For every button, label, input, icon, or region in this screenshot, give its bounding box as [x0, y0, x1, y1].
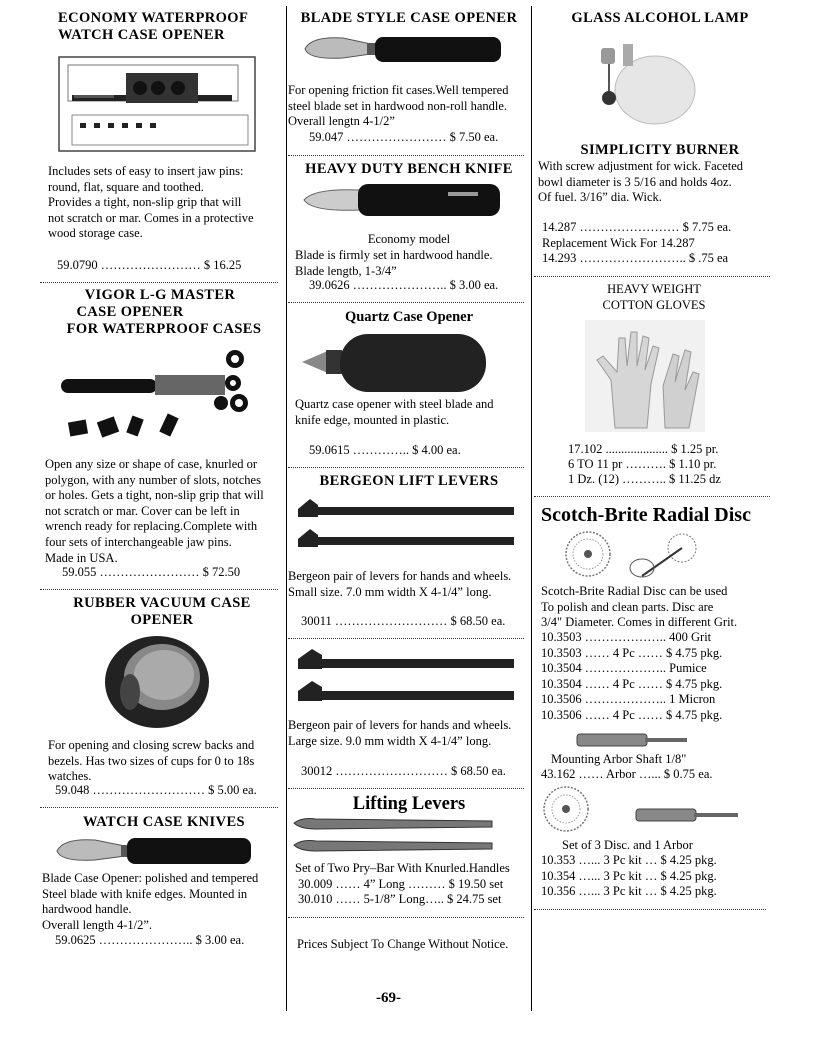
price-notice: Prices Subject To Change Without Notice.: [297, 937, 509, 951]
scotch-item: 10.3506 …… 4 Pc …… $ 4.75 pkg.: [541, 707, 723, 722]
economy-desc-line: Provides a tight, non-slip grip that will: [48, 195, 242, 210]
rubber-price: 59.048 ……………………… $ 5.00 ea.: [55, 783, 257, 797]
economy-desc-line: wood storage case.: [48, 226, 143, 241]
quartz-desc-line: Quartz case opener with steel blade and: [295, 397, 494, 411]
blade-desc-line: For opening friction fit cases.Well tempered: [288, 83, 509, 97]
kit-price: 10.353 …... 3 Pc kit … $ 4.25 pkg.: [541, 853, 717, 867]
vigor-desc-line: Made in USA.: [45, 550, 118, 565]
radial-disc-image: [562, 528, 712, 584]
set-label: Set of 3 Disc. and 1 Arbor: [562, 838, 693, 852]
bergeon-small-desc-line: Bergeon pair of levers for hands and wheels.: [288, 569, 512, 583]
vigor-price: 59.055 …………………… $ 72.50: [62, 565, 241, 579]
burner-desc-line: With screw adjustment for wick. Faceted: [538, 159, 743, 173]
burner-desc-line: bowl diameter is 3 5/16 and holds 4oz.: [538, 174, 732, 189]
arbor-label: Mounting Arbor Shaft 1/8": [551, 752, 687, 766]
bench-desc-line: Blade is firmly set in hardwood handle.: [295, 248, 493, 262]
gloves-price-single: 17.102 .................... $ 1.25 pr.: [568, 442, 719, 456]
arbor-shaft-image: [575, 730, 690, 750]
lifting-price-4in: 30.009 …… 4” Long ……… $ 19.50 set: [298, 877, 504, 891]
bergeon-large-desc-line: Bergeon pair of levers for hands and wheels.: [288, 718, 512, 732]
kit-price-list: [541, 853, 717, 900]
vigor-desc-line: or holes. Gets a tight, non-slip grip that will: [45, 488, 264, 503]
bergeon-small-desc-line: Small size. 7.0 mm width X 4-1/4” long.: [288, 584, 492, 599]
alcohol-lamp-image: [595, 38, 705, 128]
knives-desc-line: Blade Case Opener: polished and tempered: [42, 871, 259, 885]
knives-desc-line: hardwood handle.: [42, 902, 132, 917]
bergeon-large-levers-image: [296, 647, 516, 709]
section-divider: [534, 496, 770, 497]
scotch-item: 10.3503 ……………….. 400 Grit: [541, 630, 712, 644]
rubber-title-line1: RUBBER VACUUM CASE: [73, 595, 251, 611]
scotch-item: 10.3506 ……………….. 1 Micron: [541, 692, 716, 707]
vigor-opener-image: [55, 345, 255, 445]
vigor-title-line1: VIGOR L-G MASTER: [84, 287, 236, 303]
vigor-title-line3: FOR WATERPROOF CASES: [66, 321, 262, 337]
knives-desc-line: Overall length 4-1/2”.: [42, 917, 153, 932]
section-divider: [288, 155, 524, 156]
burner-desc-line: Of fuel. 3/16” dia. Wick.: [538, 190, 662, 205]
vigor-desc-line: polygon, with any number of slots, notches: [45, 472, 261, 487]
quartz-description: [295, 397, 494, 428]
case-knife-image: [55, 834, 255, 868]
economy-desc-line: not scratch or mar. Comes in a protective: [48, 210, 254, 225]
blade-opener-image: [303, 32, 503, 66]
bergeon-large-desc-line: Large size. 9.0 mm width X 4-1/4” long.: [288, 733, 492, 748]
scotch-title: Scotch-Brite Radial Disc: [541, 504, 751, 526]
section-divider: [288, 302, 524, 303]
lamp-title: GLASS ALCOHOL LAMP: [571, 10, 749, 26]
economy-description: [48, 164, 254, 242]
vigor-desc-line: four sets of interchangeable jaw pins.: [45, 534, 232, 549]
wick-label: Replacement Wick For 14.287: [542, 236, 695, 250]
lifting-levers-image: [292, 815, 502, 855]
knives-title: WATCH CASE KNIVES: [82, 814, 246, 830]
quartz-opener-image: [300, 332, 490, 394]
gloves-price-6to11: 6 TO 11 pr ………. $ 1.10 pr.: [568, 457, 717, 471]
scotch-desc-line: Scotch-Brite Radial Disc can be used: [541, 584, 728, 598]
section-divider: [288, 467, 524, 468]
economy-title-line2: WATCH CASE OPENER: [58, 27, 225, 43]
knives-price: 59.0625 ………………….. $ 3.00 ea.: [55, 933, 245, 947]
quartz-price: 59.0615 ………….. $ 4.00 ea.: [309, 443, 461, 457]
rubber-vacuum-image: [100, 632, 215, 732]
bergeon-small-price: 30011 ……………………… $ 68.50 ea.: [301, 614, 506, 628]
scotch-item: 10.3504 ……………….. Pumice: [541, 661, 707, 676]
vigor-desc-line: not scratch or mar. Cover can be left in: [45, 503, 240, 518]
bergeon-small-description: [288, 569, 511, 600]
blade-description: [288, 83, 508, 130]
lifting-title: Lifting Levers: [352, 794, 466, 814]
knives-description: [42, 871, 258, 933]
column-divider-right: [531, 6, 532, 1011]
knives-desc-line: Steel blade with knife edges. Mounted in: [42, 886, 248, 901]
bergeon-large-description: [288, 718, 511, 749]
gloves-image: [585, 320, 705, 432]
disc-and-arbor-image: [542, 785, 747, 837]
gloves-title-line2: COTTON GLOVES: [602, 298, 706, 312]
bergeon-large-price: 30012 ……………………… $ 68.50 ea.: [301, 764, 506, 778]
rubber-title-line2: OPENER: [130, 612, 194, 628]
bench-knife-image: [302, 180, 502, 218]
blade-title: BLADE STYLE CASE OPENER: [300, 10, 518, 26]
lifting-description: Set of Two Pry–Bar With Knurled.Handles: [295, 861, 510, 875]
blade-desc-line: steel blade set in hardwood non-roll handle.: [288, 98, 508, 113]
section-divider: [288, 917, 524, 918]
quartz-desc-line: knife edge, mounted in plastic.: [295, 412, 450, 427]
blade-desc-line: Overall lengtn 4-1/2”: [288, 114, 395, 129]
vigor-desc-line: Open any size or shape of case, knurled or: [45, 457, 258, 471]
scotch-item: 10.3504 …… 4 Pc …… $ 4.75 pkg.: [541, 676, 723, 691]
scotch-item: 10.3503 …… 4 Pc …… $ 4.75 pkg.: [541, 645, 723, 660]
column-divider-left: [286, 6, 287, 1011]
bench-desc-line: Blade lengtb, 1-3/4”: [295, 263, 397, 278]
bergeon-title: BERGEON LIFT LEVERS: [319, 473, 499, 489]
rubber-desc-line: watches.: [48, 769, 92, 784]
economy-opener-image: [58, 55, 258, 155]
rubber-description: [48, 738, 254, 785]
scotch-desc-line: To polish and clean parts. Disc are: [541, 599, 714, 614]
vigor-desc-line: wrench ready for replacing.Complete with: [45, 519, 258, 534]
quartz-title: Quartz Case Opener: [344, 309, 474, 325]
kit-price: 10.354 …... 3 Pc kit … $ 4.25 pkg.: [541, 868, 717, 883]
bench-title: HEAVY DUTY BENCH KNIFE: [305, 161, 513, 177]
blade-price: 59.047 …………………… $ 7.50 ea.: [309, 130, 499, 144]
section-divider: [40, 282, 278, 283]
section-divider: [40, 589, 278, 590]
economy-price: 59.0790 …………………… $ 16.25: [57, 258, 242, 272]
scotch-item-list: [541, 630, 722, 724]
kit-price: 10.356 …... 3 Pc kit … $ 4.25 pkg.: [541, 884, 717, 899]
rubber-desc-line: bezels. Has two sizes of cups for 0 to 18s: [48, 753, 255, 768]
economy-title-line1: ECONOMY WATERPROOF: [58, 10, 249, 26]
economy-desc-line: Includes sets of easy to insert jaw pins:: [48, 164, 244, 178]
section-divider: [40, 807, 278, 808]
vigor-title-line2: CASE OPENER: [76, 304, 184, 320]
section-divider: [534, 276, 770, 277]
arbor-price: 43.162 …… Arbor …... $ 0.75 ea.: [541, 767, 713, 781]
vigor-description: [45, 457, 264, 566]
burner-title: SIMPLICITY BURNER: [580, 142, 740, 158]
wick-price: 14.293 …………………….. $ .75 ea: [542, 251, 729, 265]
bench-price: 39.0626 ………………….. $ 3.00 ea.: [309, 278, 499, 292]
scotch-description: [541, 584, 737, 631]
section-divider: [288, 638, 524, 639]
bergeon-small-levers-image: [296, 495, 516, 557]
scotch-desc-line: 3/4" Diameter. Comes in different Grit.: [541, 615, 738, 630]
bench-description: [295, 248, 493, 279]
rubber-desc-line: For opening and closing screw backs and: [48, 738, 255, 752]
page-number: -69-: [376, 990, 401, 1006]
burner-price: 14.287 …………………… $ 7.75 ea.: [542, 220, 732, 234]
economy-desc-line: round, flat, square and toothed.: [48, 179, 204, 194]
burner-description: [538, 159, 743, 206]
gloves-price-dozen: 1 Dz. (12) ……….. $ 11.25 dz: [568, 472, 721, 486]
lifting-price-5in: 30.010 …… 5-1/8” Long….. $ 24.75 set: [298, 892, 502, 906]
bench-model: Economy model: [367, 232, 451, 246]
section-divider: [288, 788, 524, 789]
section-divider: [534, 909, 766, 910]
gloves-title-line1: HEAVY WEIGHT: [607, 282, 701, 296]
